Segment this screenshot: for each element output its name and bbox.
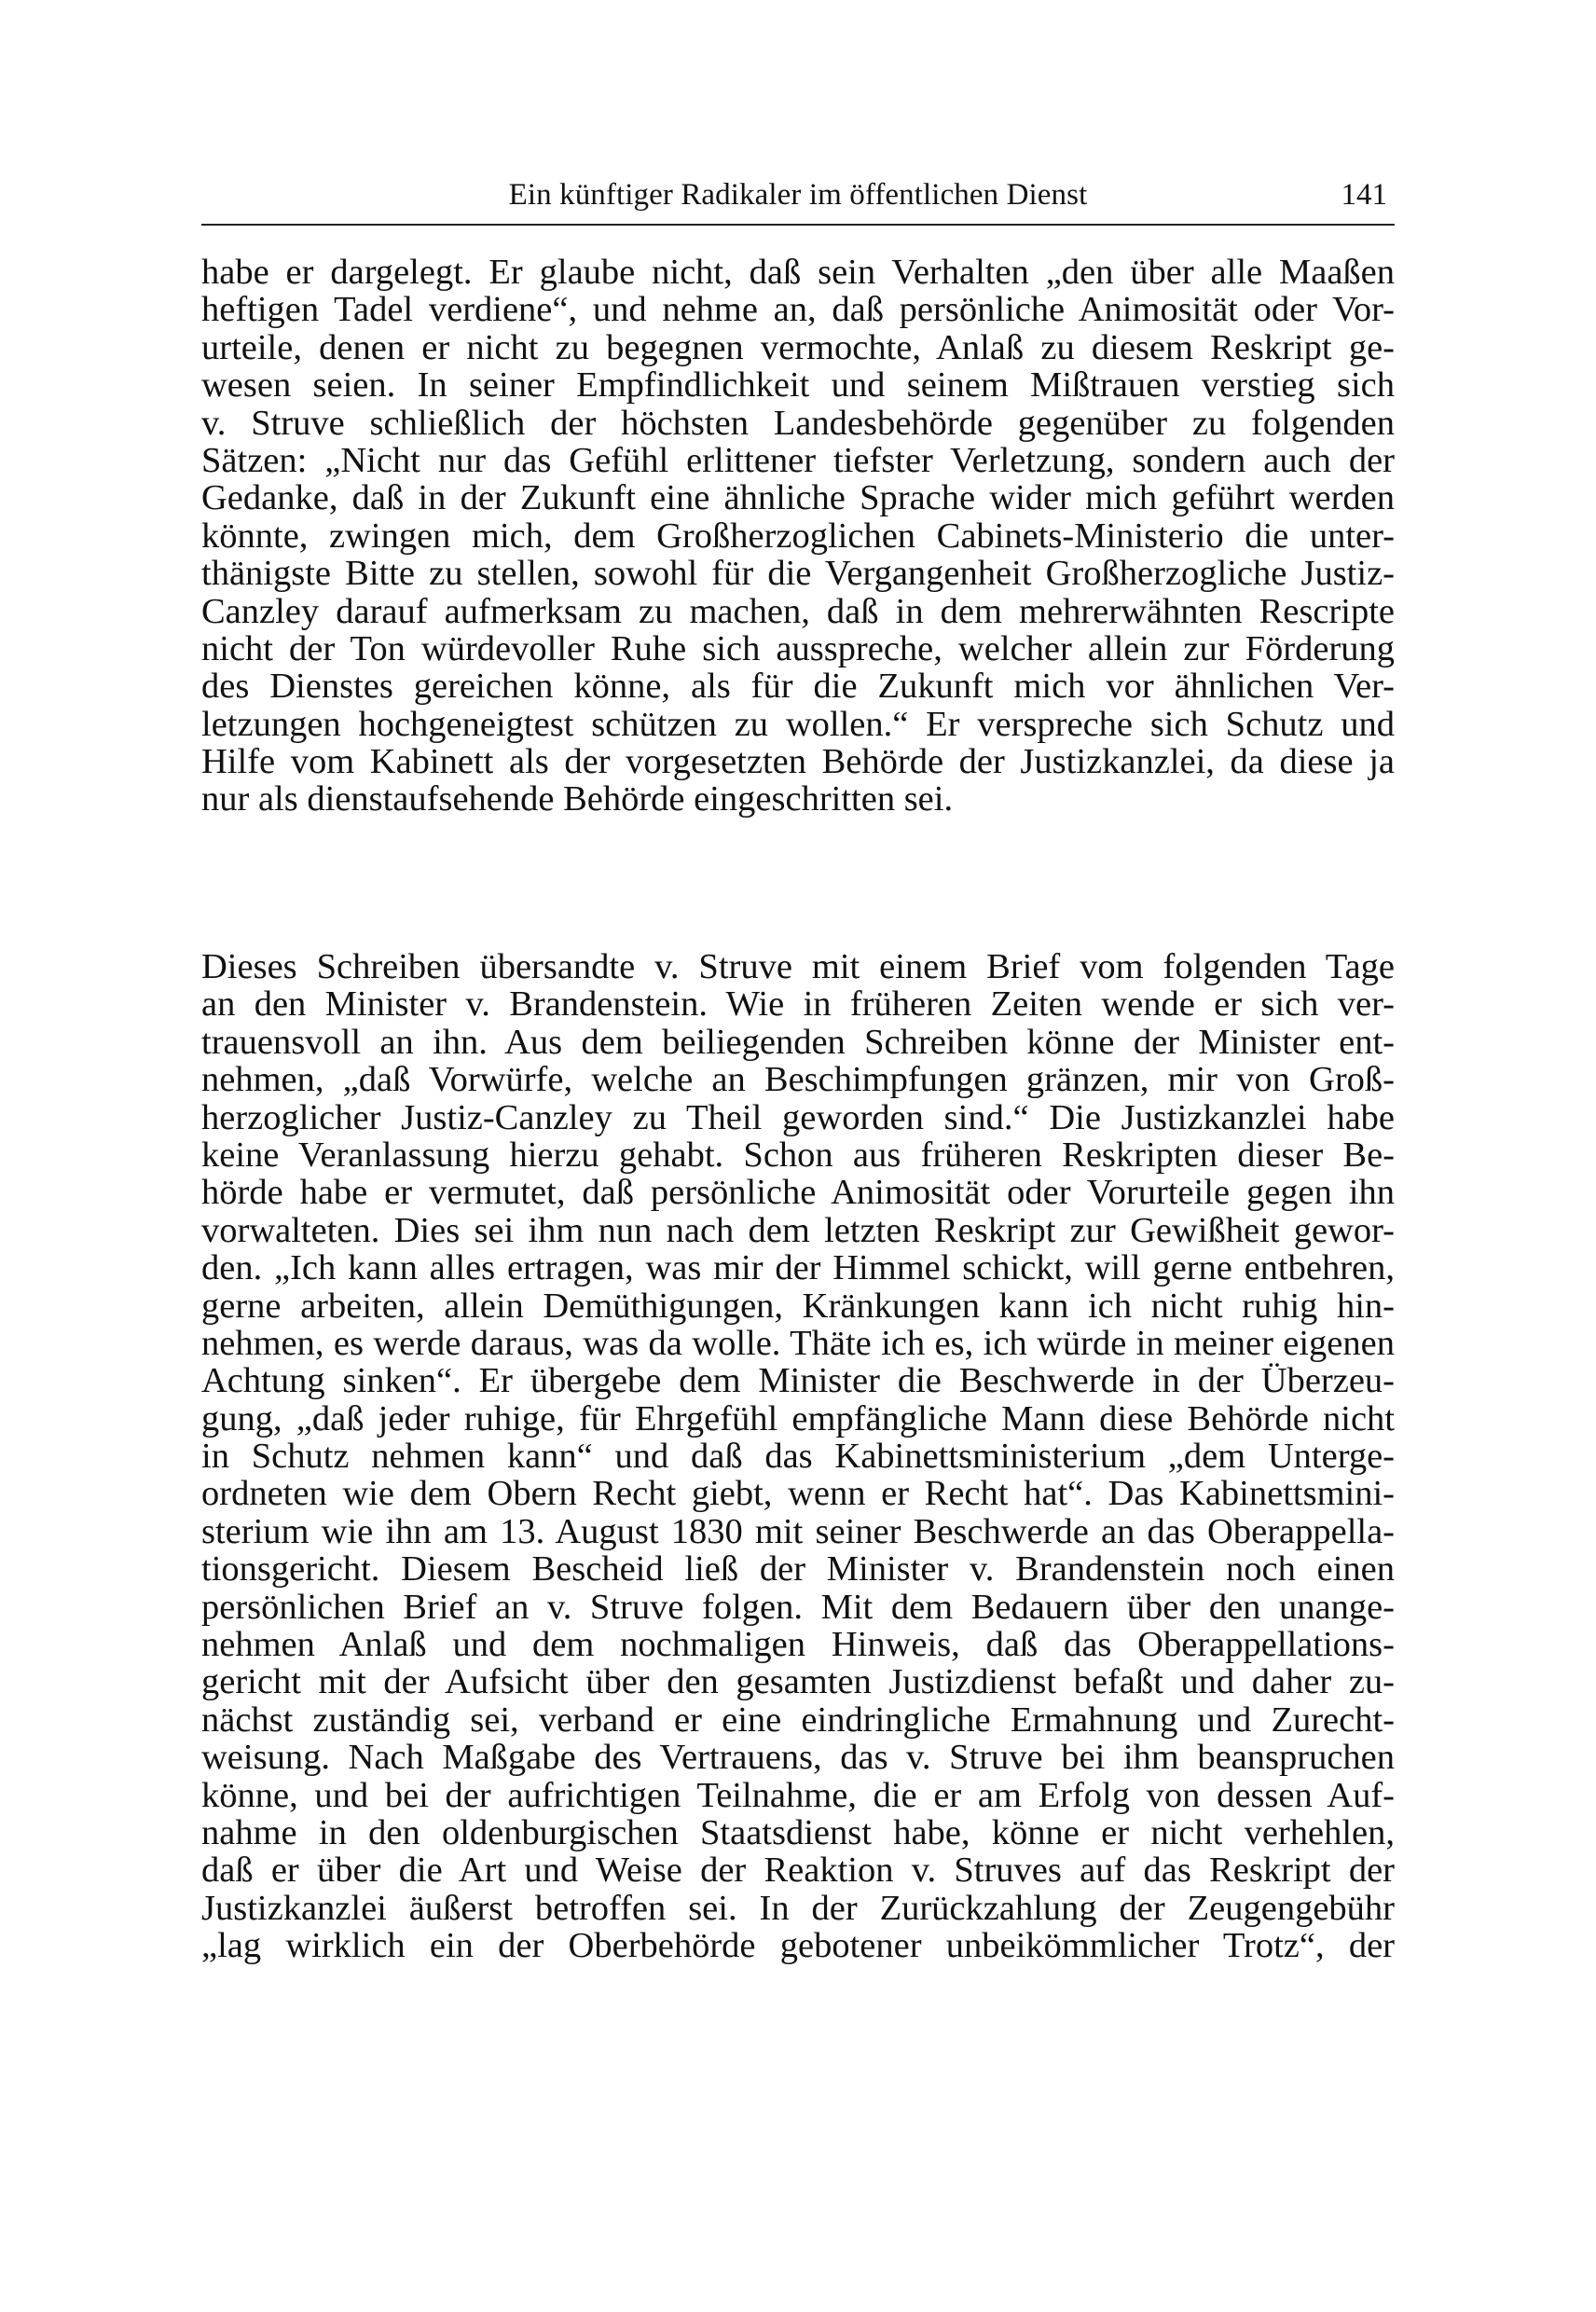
text-line: ordneten wie dem Obern Recht giebt, wenn er Recht hat“. Das Kabinettsmini- [201,1474,1395,1514]
text-line: urteile, denen er nicht zu begegnen vermochte, Anlaß zu diesem Reskript ge- [201,327,1395,367]
text-line: nur als dienstaufsehende Behörde eingeschritten sei. [201,779,954,819]
text-line: nächst zuständig sei, verband er eine eindringliche Ermahnung und Zurecht- [201,1700,1395,1740]
text-line: Hilfe vom Kabinett als der vorgesetzten Behörde der Justizkanzlei, da diese ja [201,742,1395,782]
text-line: nahme in den oldenburgischen Staatsdienst habe, könne er nicht verhehlen, [201,1812,1395,1852]
text-line: thänigste Bitte zu stellen, sowohl für die Vergangenheit Großherzogliche Justiz- [201,554,1395,594]
text-line: gericht mit der Aufsicht über den gesamten Justizdienst befaßt und daher zu- [201,1662,1395,1702]
text-line: Dieses Schreiben übersandte v. Struve mit einem Brief vom folgenden Tage [201,947,1395,986]
text-line: trauensvoll an ihn. Aus dem beiliegenden Schreiben könne der Minister ent- [201,1022,1395,1062]
text-line: hörde habe er vermutet, daß persönliche Animosität oder Vorurteile gegen ihn [201,1173,1395,1213]
text-line: wesen seien. In seiner Empfindlichkeit und seinem Mißtrauen verstieg sich [201,365,1395,406]
text-line: nehmen Anlaß und dem nochmaligen Hinweis, daß das Oberappellations- [201,1625,1395,1665]
text-line: nehmen, „daß Vorwürfe, welche an Beschimpfungen gränzen, mir von Groß- [201,1060,1395,1100]
text-line: gerne arbeiten, allein Demüthigungen, Kränkungen kann ich nicht ruhig hin- [201,1286,1395,1326]
paragraph-2 [201,948,1395,1965]
text-line: daß er über die Art und Weise der Reaktion v. Struves auf das Reskript der [201,1851,1395,1891]
text-line: nehmen, es werde daraus, was da wolle. Thäte ich es, ich würde in meiner eigenen [201,1323,1395,1363]
text-line: Gedanke, daß in der Zukunft eine ähnliche Sprache wider mich geführt werden [201,478,1395,518]
text-line: Canzley darauf aufmerksam zu machen, daß in dem mehrerwähnten Rescripte [201,591,1395,631]
text-line: heftigen Tadel verdiene“, und nehme an, daß persönliche Animosität oder Vor- [201,290,1395,330]
text-line: habe er dargelegt. Er glaube nicht, daß sein Verhalten „den über alle Maaßen [201,253,1395,292]
text-line: sterium wie ihn am 13. August 1830 mit seiner Beschwerde an das Oberappella- [201,1511,1395,1551]
text-line: letzungen hochgeneigtest schützen zu wollen.“ Er verspreche sich Schutz und [201,704,1395,744]
text-line: Sätzen: „Nicht nur das Gefühl erlittener tiefster Verletzung, sondern auch der [201,440,1395,480]
text-line: weisung. Nach Maßgabe des Vertrauens, das v. Struve bei ihm beanspruchen [201,1738,1395,1778]
page-number: 141 [1341,178,1387,212]
text-line: an den Minister v. Brandenstein. Wie in früheren Zeiten wende er sich ver- [201,984,1395,1025]
text-line: könnte, zwingen mich, dem Großherzoglichen Cabinets-Ministerio die unter- [201,516,1395,556]
text-line: „lag wirklich ein der Oberbehörde gebotener unbeikömmlicher Trotz“, der [201,1926,1395,1966]
text-line: Justizkanzlei äußerst betroffen sei. In der Zurückzahlung der Zeugengebühr [201,1888,1395,1928]
text-line: vorwalteten. Dies sei ihm nun nach dem letzten Reskript zur Gewißheit gewor- [201,1210,1395,1250]
text-line: des Dienstes gereichen könne, als für die Zukunft mich vor ähnlichen Ver- [201,667,1395,707]
text-line: persönlichen Brief an v. Struve folgen. Mit dem Bedauern über den unange- [201,1587,1395,1627]
text-line: könne, und bei der aufrichtigen Teilnahme, die er am Erfolg von dessen Auf- [201,1775,1395,1815]
text-line: keine Veranlassung hierzu gehabt. Schon aus früheren Reskripten dieser Be- [201,1135,1395,1175]
running-title: Ein künftiger Radikaler im öffentlichen Dienst [508,178,1088,212]
text-line: den. „Ich kann alles ertragen, was mir der Himmel schickt, will gerne entbehren, [201,1248,1395,1288]
paragraph-1 [201,254,1395,819]
text-line: tionsgericht. Diesem Bescheid ließ der Minister v. Brandenstein noch einen [201,1549,1395,1590]
header-rule [201,224,1395,226]
text-line: herzoglicher Justiz-Canzley zu Theil geworden sind.“ Die Justizkanzlei habe [201,1097,1395,1137]
text-line: v. Struve schließlich der höchsten Landesbehörde gegenüber zu folgenden [201,403,1395,443]
text-line: Achtung sinken“. Er übergebe dem Minister die Beschwerde in der Überzeu- [201,1361,1395,1401]
text-line: in Schutz nehmen kann“ und daß das Kabinettsministerium „dem Unterge- [201,1437,1395,1477]
running-head [201,173,1395,216]
text-line: nicht der Ton würdevoller Ruhe sich ausspreche, welcher allein zur Förderung [201,628,1395,668]
text-line: gung, „daß jeder ruhige, für Ehrgefühl empfängliche Mann diese Behörde nicht [201,1398,1395,1438]
